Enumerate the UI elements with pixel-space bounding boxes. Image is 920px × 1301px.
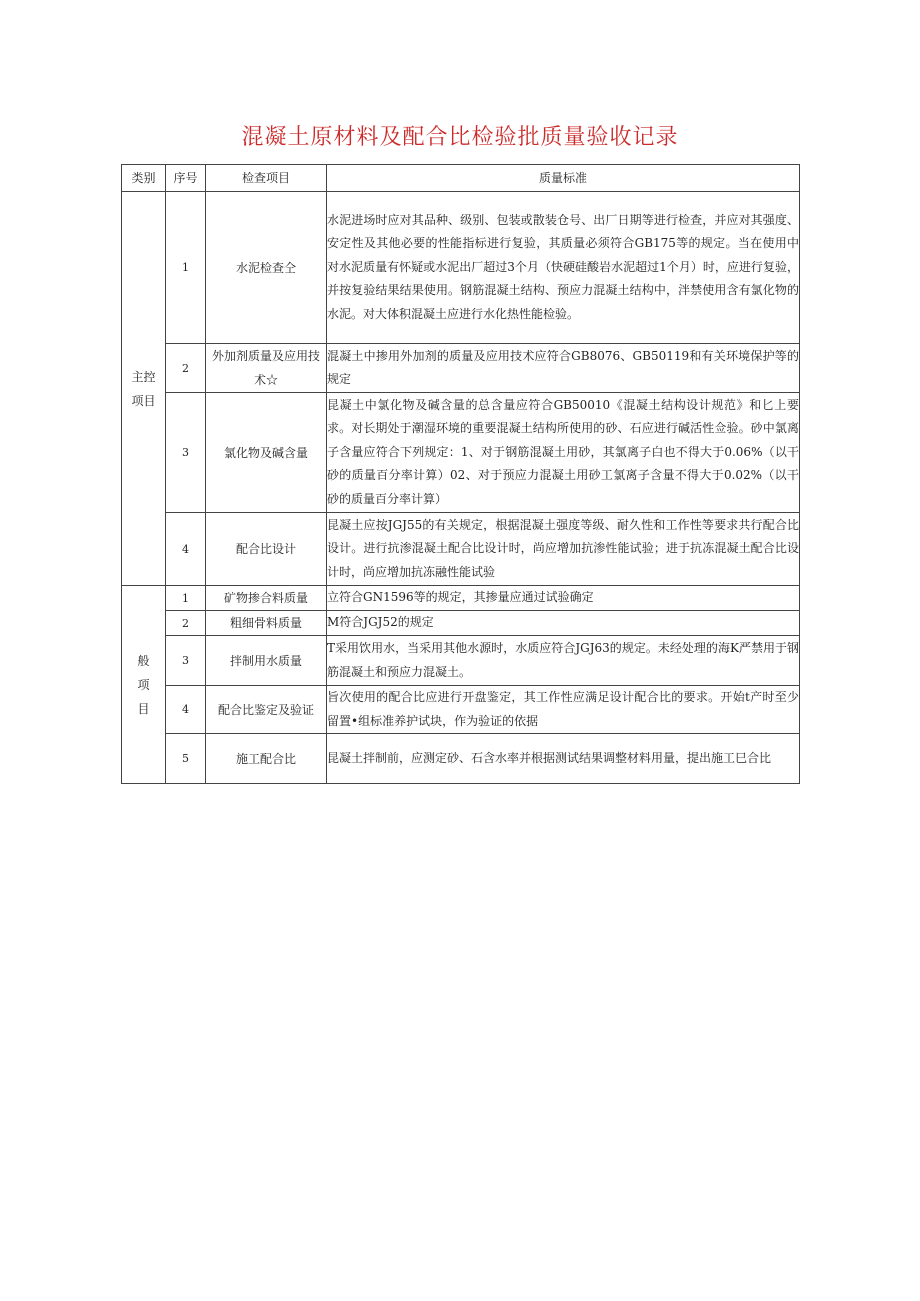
table-row: [122, 393, 800, 513]
row-item: 水泥检查仝: [206, 192, 327, 344]
row-seq: 1: [166, 586, 206, 611]
table-row: [122, 636, 800, 686]
header-standard: 质量标准: [327, 165, 800, 192]
row-seq: 3: [166, 393, 206, 513]
category-general: 般项目: [122, 586, 166, 784]
row-standard: T采用饮用水，当采用其他水源时，水质应符合JGJ63的规定。未经处理的海K严禁用于钢筋混凝土和预应力混凝土。: [327, 636, 800, 686]
row-standard: M符合JGJ52的规定: [327, 611, 800, 636]
header-category: 类别: [122, 165, 166, 192]
row-seq: 2: [166, 611, 206, 636]
row-standard: 旨次使用的配合比应进行开盘鉴定，其工作性应满足设计配合比的要求。开始t产时至少留置•组标准养护试块，作为验证的依据: [327, 686, 800, 734]
table-row: [122, 611, 800, 636]
row-standard: 昆凝土中氯化物及碱含量的总含量应符合GB50010《混凝土结构设计规范》和匕上要求。对长期处于潮湿环境的重要混凝土结构所使用的砂、石应进行碱活性佥验。砂中氯离子含量应符合下列规定：1、对于钢筋混凝土用砂，其氯离子白也不得大于0.06%（以干砂的质量百分率计算）02、对于预应力混凝土用砂工氯离子含量不得大于0.02%（以干砂的质量百分率计算）: [327, 393, 800, 513]
row-item: 拌制用水质量: [206, 636, 327, 686]
table-row: [122, 586, 800, 611]
row-seq: 2: [166, 344, 206, 393]
row-item: 矿物掺合料质量: [206, 586, 327, 611]
row-seq: 1: [166, 192, 206, 344]
inspection-record-table: [121, 164, 800, 784]
table-row: [122, 686, 800, 734]
row-seq: 4: [166, 686, 206, 734]
row-seq: 4: [166, 513, 206, 586]
row-standard: 昆凝土应按JGJ55的有关规定，根据混凝土强度等级、耐久性和工作性等要求共行配合比设计。进行抗渗混凝土配合比设计时，尚应增加抗渗性能试验；进于抗冻混凝土配合比设计时，尚应增加抗冻融性能试验: [327, 513, 800, 586]
header-item: 检查项目: [206, 165, 327, 192]
table-row: [122, 192, 800, 344]
table-row: [122, 513, 800, 586]
row-item: 氯化物及碱含量: [206, 393, 327, 513]
row-item: 配合比鉴定及验证: [206, 686, 327, 734]
row-item: 配合比设计: [206, 513, 327, 586]
document-title: 混凝土原材料及配合比检验批质量验收记录: [241, 125, 679, 150]
row-standard: 立符合GN1596等的规定，其掺量应通过试验确定: [327, 586, 800, 611]
header-seq: 序号: [166, 165, 206, 192]
row-standard: 混凝土中掺用外加剂的质量及应用技术应符合GB8076、GB50119和有关环境保护等的规定: [327, 344, 800, 393]
row-item: 粗细骨料质量: [206, 611, 327, 636]
row-standard: 昆凝土拌制前，应测定砂、石含水率并根据测试结果调整材料用量，提出施工巳合比: [327, 734, 800, 784]
row-standard: 水泥进场时应对其品种、级别、包装或散装仓号、出厂日期等进行检查，并应对其强度、安定性及其他必要的性能指标进行复验，其质量必须符合GB175等的规定。当在使用中对水泥质量有怀疑或水泥出厂超过3个月（快硬硅酸岩水泥超过1个月）时，应进行复验，并按复验结果结果使用。钢筋混凝土结构、预应力混凝土结构中，泮禁使用含有氯化物的水泥。对大体积混凝土应进行水化热性能检验。: [327, 192, 800, 344]
table-row: [122, 344, 800, 393]
row-item: 施工配合比: [206, 734, 327, 784]
row-seq: 3: [166, 636, 206, 686]
row-item: 外加剂质量及应用技术☆: [206, 344, 327, 393]
category-main-control: 主控项目: [122, 192, 166, 586]
table-header-row: [122, 165, 800, 192]
row-seq: 5: [166, 734, 206, 784]
table-row: [122, 734, 800, 784]
